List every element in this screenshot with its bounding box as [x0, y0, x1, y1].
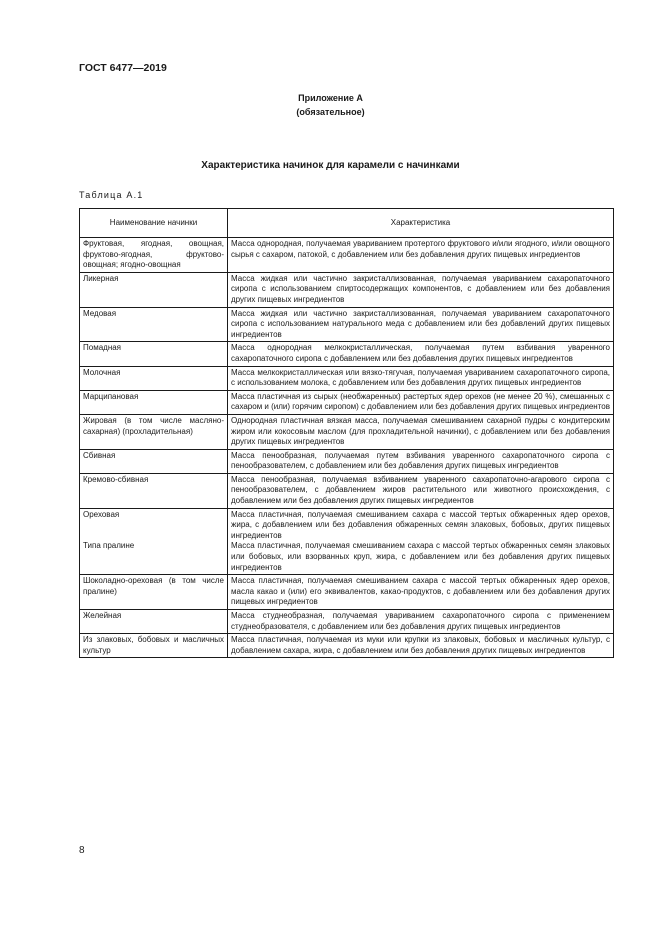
filling-characteristic: Масса пластичная, получаемая из муки или крупки из злаковых, бобовых и масличных культур, с добавлением сахара, жира, с добавлением или без добавления других пищевых ингредиентов: [228, 634, 614, 658]
appendix-heading: [0, 91, 661, 119]
filling-name: Шоколадно-ореховая (в том числе пралине): [80, 575, 228, 610]
table-row: [80, 508, 614, 575]
table-row: [80, 342, 614, 366]
filling-characteristic: Масса студнеобразная, получаемая увариванием сахаропаточного сиропа с применением студнеобразователя, с добавлением или без добавления других пищевых ингредиентов: [228, 610, 614, 634]
table-header-row: [80, 209, 614, 238]
filling-characteristic-group: [228, 508, 614, 575]
filling-characteristic: Масса мелкокристаллическая или вязко-тягучая, получаемая увариванием сахаропаточного сиропа, с использованием молока, с добавлением или без добавления других пищевых ингредиентов: [228, 366, 614, 390]
filling-characteristic: Масса жидкая или частично закристаллизованная, получаемая увариванием сахаропаточного сиропа с использованием натурального меда с добавлением или без добавлений других пищевых ингредиентов: [228, 307, 614, 342]
filling-characteristic: Масса пластичная, получаемая смешиванием сахара с массой тертых обжаренных семян злаковых или бобовых, или взорванных круп, жира, с добавлением или без добавления других пищевых ингредиентов: [231, 541, 610, 572]
appendix-subtitle: (обязательное): [296, 107, 365, 117]
column-header-characteristic: Характеристика: [228, 209, 614, 238]
appendix-title: Приложение А: [298, 93, 363, 103]
filling-characteristic: Масса однородная, получаемая увариванием протертого фруктового и/или ягодного, и/или овощного сырья с сахаром, патокой, с добавлением или без добавления других пищевых ингредиентов: [228, 238, 614, 273]
filling-characteristic: Масса пенообразная, получаемая взбиванием уваренного сахаропаточно-агарового сиропа с пенообразователем, с добавлением жиров растительного или животного происхождения, с добавлением или без добавления других пищевых ингредиентов: [228, 473, 614, 508]
filling-name: Кремово-сбивная: [80, 473, 228, 508]
table-label: Таблица А.1: [79, 190, 144, 200]
table-row: [80, 449, 614, 473]
table-row: [80, 366, 614, 390]
fillings-table: [79, 208, 614, 658]
filling-name: Ореховая: [83, 509, 120, 519]
filling-name: Молочная: [80, 366, 228, 390]
page-number: 8: [79, 845, 85, 856]
filling-name: Желейная: [80, 610, 228, 634]
filling-name: Ликерная: [80, 272, 228, 307]
table-row: [80, 272, 614, 307]
filling-characteristic: Масса пластичная, получаемая смешиванием сахара с массой тертых обжаренных ядер орехов, жира, с добавлением или без добавления обжаренных семян злаковых, бобовых, других пищевых ингредиентов: [231, 509, 610, 540]
section-title: Характеристика начинок для карамели с начинками: [201, 160, 460, 171]
filling-characteristic: Масса жидкая или частично закристаллизованная, получаемая увариванием сахаропаточного сиропа с использованием спиртосодержащих компонентов, с добавлением или без добавления других пищевых ингредиентов: [228, 272, 614, 307]
filling-characteristic: Масса пластичная, получаемая смешиванием сахара с массой тертых обжаренных ядер орехов, масла какао и (или) его эквивалентов, какао-продуктов, с добавлением или без добавления других пищевых ингредиентов: [228, 575, 614, 610]
table-row: [80, 575, 614, 610]
filling-name: Жировая (в том числе масляно-сахарная) (прохладительная): [80, 414, 228, 449]
standard-header: ГОСТ 6477—2019: [79, 62, 167, 74]
table-row: [80, 473, 614, 508]
filling-characteristic: Масса пенообразная, получаемая путем взбивания уваренного сахаропаточного сиропа с пенообразователем, с добавлением или без добавления других пищевых ингредиентов: [228, 449, 614, 473]
filling-name: Медовая: [80, 307, 228, 342]
table-row: [80, 634, 614, 658]
filling-name-group: [80, 508, 228, 575]
filling-characteristic: Однородная пластичная вязкая масса, получаемая смешиванием сахарной пудры с кондитерским жиром или кокосовым маслом (для прохладительной начинки), с добавлением или без добавления других пищевых ингредиентов: [228, 414, 614, 449]
filling-name: Сбивная: [80, 449, 228, 473]
filling-name: Марципановая: [80, 390, 228, 414]
table-row: [80, 414, 614, 449]
filling-characteristic: Масса пластичная из сырых (необжаренных) растертых ядер орехов (не менее 20 %), смешанных с сахаром и (или) горячим сиропом) с добавлением или без добавления других пищевых ингредиентов: [228, 390, 614, 414]
table-row: [80, 307, 614, 342]
filling-characteristic: Масса однородная мелкокристаллическая, получаемая путем взбивания уваренного сахаропаточного сиропа с добавлением или без добавления других пищевых ингредиентов: [228, 342, 614, 366]
column-header-name: Наименование начинки: [80, 209, 228, 238]
table-row: [80, 238, 614, 273]
filling-name: Из злаковых, бобовых и масличных культур: [80, 634, 228, 658]
filling-name: Типа пралине: [83, 541, 135, 551]
table-row: [80, 610, 614, 634]
filling-name: Фруктовая, ягодная, овощная, фруктово-ягодная, фруктово-овощная; ягодно-овощная: [80, 238, 228, 273]
table-row: [80, 390, 614, 414]
filling-name: Помадная: [80, 342, 228, 366]
